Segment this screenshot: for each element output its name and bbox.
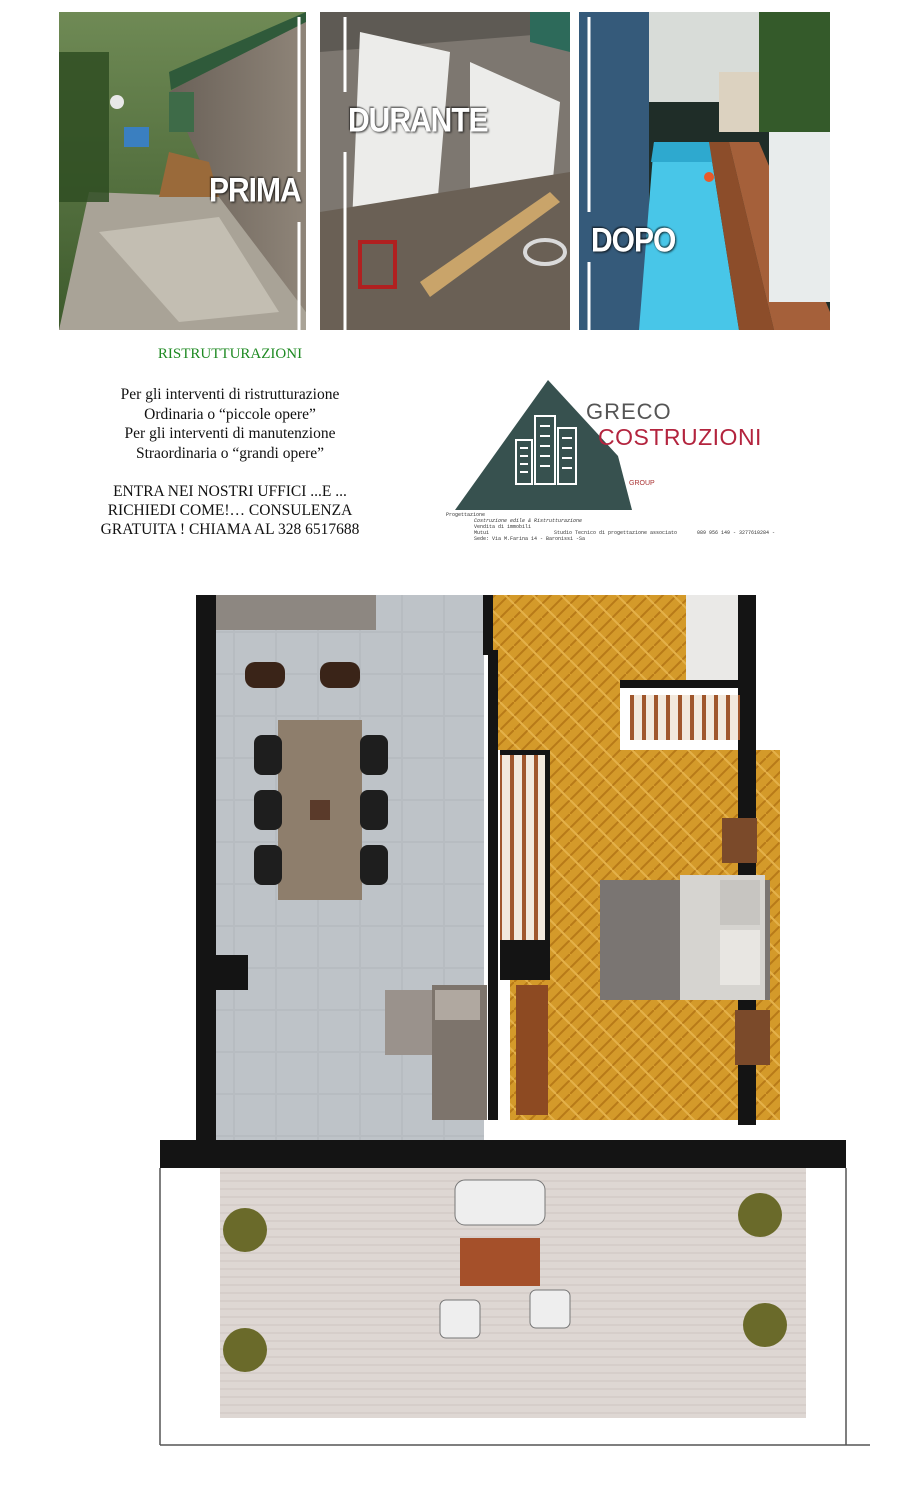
- logo-caption: Progettazione: [446, 512, 486, 518]
- photo-prima: [59, 12, 306, 330]
- services-line: Per gli interventi di ristrutturazione: [120, 386, 340, 403]
- logo-caption: 089 956 149 - 3277610284 -: [697, 530, 776, 536]
- services-line: Straordinaria o “grandi opere”: [135, 444, 325, 462]
- services-line: Per gli interventi di manutenzione: [124, 425, 336, 442]
- cta-line: RICHIEDI COME!… CONSULENZA: [107, 502, 353, 519]
- logo-word-costruzioni: COSTRUZIONI: [598, 424, 762, 450]
- services-title: RISTRUTTURAZIONI: [157, 346, 303, 362]
- cta-line: ENTRA NEI NOSTRI UFFICI ...E ...: [113, 483, 347, 500]
- contact-call-to-action: [62, 482, 398, 539]
- logo-caption: Costruzione edile & Ristrutturazione: [474, 518, 583, 524]
- logo-caption: Mutui: [474, 530, 490, 536]
- photo-durante: [320, 12, 570, 330]
- logo-caption: Sede: Via M.Farina 14 - Baronissi -Sa: [474, 536, 586, 542]
- services-line: Ordinaria o “piccole opere”: [144, 405, 316, 423]
- cta-line: GRATUITA ! CHIAMA AL 328 6517688: [100, 521, 360, 538]
- services-description: [70, 385, 390, 463]
- logo-caption: Vendita di immobili: [474, 524, 532, 530]
- prima-label: PRIMA: [209, 171, 301, 210]
- logo-word-group: GROUP: [629, 480, 655, 487]
- dopo-label: DOPO: [591, 221, 676, 260]
- logo-word-greco: GRECO: [586, 399, 672, 424]
- photo-dopo: [579, 12, 830, 330]
- durante-label: DURANTE: [348, 101, 488, 140]
- logo-caption: Studio Tecnico di progettazione associato: [554, 530, 678, 536]
- floor-plan: [150, 590, 870, 1450]
